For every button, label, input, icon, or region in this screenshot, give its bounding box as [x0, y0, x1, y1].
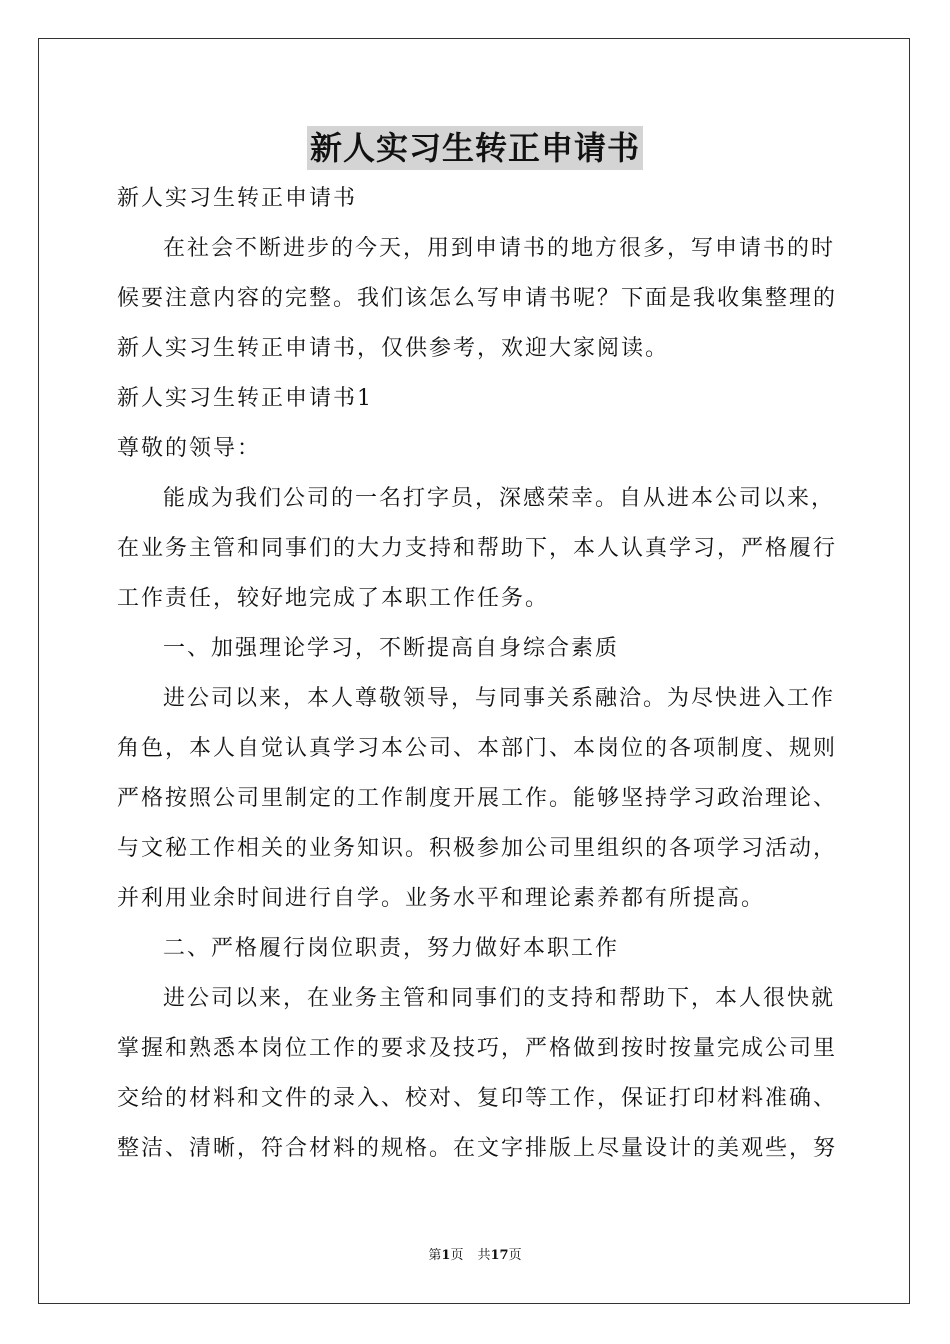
page-border — [38, 38, 910, 1304]
text-line: 进公司以来，在业务主管和同事们的支持和帮助下，本人很快就 — [163, 986, 836, 1011]
text-line: 在业务主管和同事们的大力支持和帮助下，本人认真学习，严格履行 — [117, 536, 838, 561]
text-line: 能成为我们公司的一名打字员，深感荣幸。自从进本公司以来， — [163, 486, 836, 511]
section-heading: 一、加强理论学习，不断提高自身综合素质 — [163, 636, 620, 661]
page-total: 共17页 — [477, 1248, 522, 1263]
text-line: 尊敬的领导： — [117, 436, 262, 461]
document-title: 新人实习生转正申请书 — [307, 126, 643, 170]
text-line: 进公司以来，本人尊敬领导，与同事关系融洽。为尽快进入工作 — [163, 686, 836, 711]
text-line: 与文秘工作相关的业务知识。积极参加公司里组织的各项学习活动， — [117, 836, 838, 861]
text-line: 交给的材料和文件的录入、校对、复印等工作，保证打印材料准确、 — [117, 1086, 838, 1111]
section-heading: 二、严格履行岗位职责，努力做好本职工作 — [163, 936, 620, 961]
text-line: 整洁、清晰，符合材料的规格。在文字排版上尽量设计的美观些，努 — [117, 1136, 838, 1161]
text-line: 在社会不断进步的今天，用到申请书的地方很多，写申请书的时 — [163, 236, 836, 261]
text-line: 严格按照公司里制定的工作制度开展工作。能够坚持学习政治理论、 — [117, 786, 838, 811]
text-line: 掌握和熟悉本岗位工作的要求及技巧，严格做到按时按量完成公司里 — [117, 1036, 838, 1061]
text-line: 新人实习生转正申请书，仅供参考，欢迎大家阅读。 — [117, 336, 670, 361]
text-line: 工作责任，较好地完成了本职工作任务。 — [117, 586, 550, 611]
title-container — [0, 126, 950, 170]
text-line: 候要注意内容的完整。我们该怎么写申请书呢？下面是我收集整理的 — [117, 286, 838, 311]
page-footer — [0, 1247, 950, 1265]
text-line: 新人实习生转正申请书 — [117, 186, 358, 211]
text-line: 新人实习生转正申请书1 — [117, 386, 373, 411]
page-number: 第1页 — [428, 1248, 464, 1263]
text-line: 角色，本人自觉认真学习本公司、本部门、本岗位的各项制度、规则 — [117, 736, 838, 761]
text-line: 并利用业余时间进行自学。业务水平和理论素养都有所提高。 — [117, 886, 766, 911]
